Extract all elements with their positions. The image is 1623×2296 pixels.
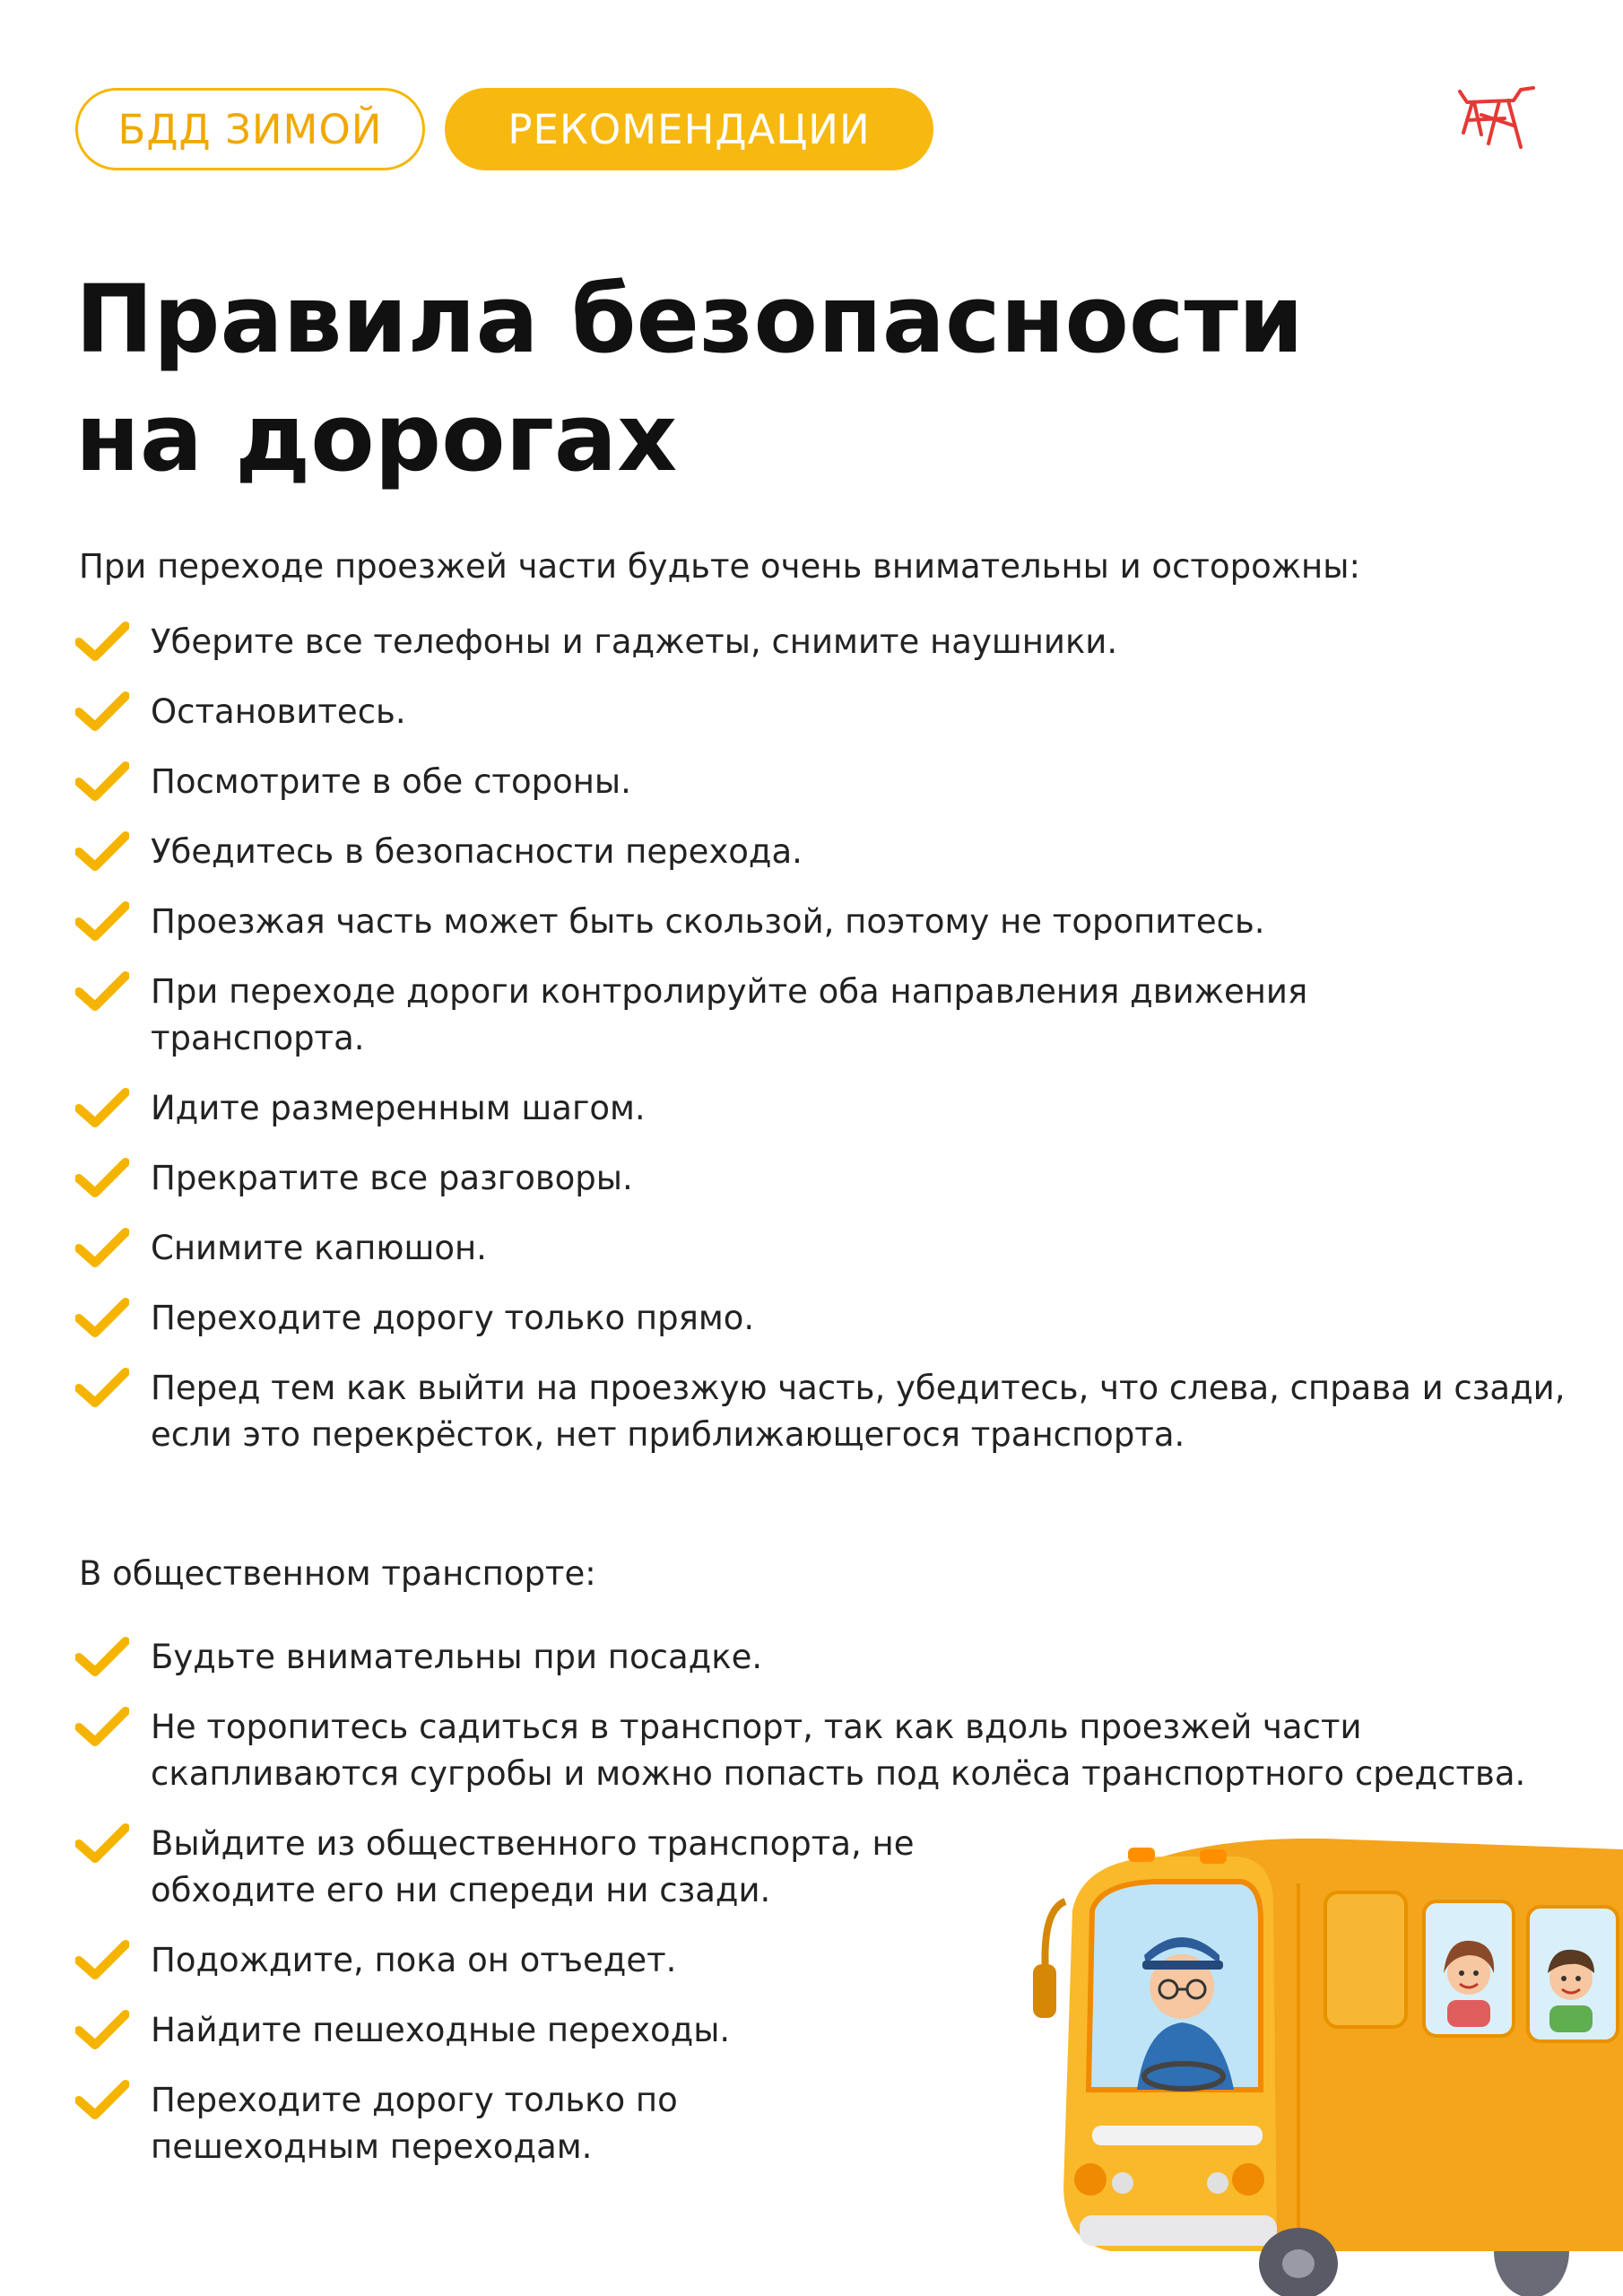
list-item-text: Подождите, пока он отъедет.	[151, 1941, 677, 1979]
checkmark-icon	[75, 1087, 129, 1130]
bus-headlight	[1207, 2172, 1228, 2194]
checkmark-icon	[75, 691, 129, 734]
bus-grill	[1092, 2126, 1263, 2145]
bus-headlight	[1074, 2163, 1107, 2196]
list-item-text: Уберите все телефоны и гаджеты, снимите наушники.	[151, 622, 1118, 661]
list-item-text: Перед тем как выйти на проезжую часть, убедитесь, что слева, справа и сзади, если это перекрёсток, нет приближающегося транспорта.	[151, 1369, 1566, 1454]
list-item	[75, 1295, 1582, 1342]
list-item	[75, 619, 1582, 665]
checkmark-icon	[75, 900, 129, 944]
checkmark-icon	[75, 1227, 129, 1270]
list-item-text: Посмотрите в обе стороны.	[151, 762, 631, 801]
page-title	[75, 260, 1304, 497]
tag-bdd-winter: БДД ЗИМОЙ	[75, 88, 425, 170]
checkmark-icon	[75, 761, 129, 804]
list-item	[75, 1365, 1582, 1458]
horse-logo-icon	[1454, 79, 1541, 165]
tag-row	[75, 88, 933, 170]
list-item	[75, 689, 1582, 735]
checkmark-icon	[75, 621, 129, 664]
list-item-text: Прекратите все разговоры.	[151, 1159, 633, 1197]
checkmark-icon	[75, 1367, 129, 1410]
title-line-1: Правила безопасности	[75, 265, 1304, 374]
bus-bumper	[1080, 2215, 1277, 2246]
bus-passenger-girl	[1444, 1941, 1494, 2027]
checkmark-icon	[75, 2079, 129, 2122]
list-item-text: Убедитесь в безопасности перехода.	[151, 832, 803, 871]
list-item	[75, 1085, 1582, 1132]
bus-headlight	[1232, 2163, 1264, 2196]
list-item-text: Не торопитесь садиться в транспорт, так как вдоль проезжей части скапливаются сугробы и можно попасть под колёса транспортного средства.	[151, 1708, 1526, 1793]
list-item-text: Переходите дорогу только прямо.	[151, 1299, 755, 1337]
tag-recommendations: РЕКОМЕНДАЦИИ	[445, 88, 933, 170]
bus-side-window	[1325, 1892, 1406, 2027]
crossing-intro: При переходе проезжей части будьте очень внимательны и осторожны:	[79, 547, 1360, 586]
list-item-text: При переходе дороги контролируйте оба направления движения транспорта.	[151, 972, 1308, 1057]
bus-passenger-boy	[1548, 1950, 1594, 2032]
bus-headlight	[1112, 2172, 1133, 2194]
checkmark-icon	[75, 1822, 129, 1866]
roof-light	[1128, 1848, 1155, 1862]
checkmark-icon	[75, 1939, 129, 1982]
list-item	[75, 1225, 1582, 1272]
list-item-text: Выйдите из общественного транспорта, не обходите его ни спереди ни сзади.	[151, 1824, 915, 1909]
bus-mirror	[1045, 1901, 1065, 1973]
checkmark-icon	[75, 1297, 129, 1340]
list-item	[75, 969, 1582, 1062]
list-item	[75, 1634, 1582, 1681]
list-item	[75, 1155, 1582, 1202]
list-item-text: Остановитесь.	[151, 692, 406, 731]
checkmark-icon	[75, 1706, 129, 1749]
title-line-2: на дорогах	[75, 383, 678, 492]
list-item-text: Будьте внимательны при посадке.	[151, 1638, 763, 1676]
transport-intro: В общественном транспорте:	[79, 1554, 596, 1593]
list-item-text: Снимите капюшон.	[151, 1229, 487, 1267]
list-item-text: Проезжая часть может быть скользой, поэтому не торопитесь.	[151, 902, 1265, 941]
roof-light	[1200, 1849, 1227, 1864]
list-item-text: Переходите дорогу только по пешеходным переходам.	[151, 2081, 678, 2166]
list-item-text: Идите размеренным шагом.	[151, 1089, 646, 1127]
bus-wheel-hub	[1282, 2249, 1315, 2278]
checkmark-icon	[75, 831, 129, 874]
list-item-text: Найдите пешеходные переходы.	[151, 2011, 731, 2049]
school-bus-illustration	[1029, 1830, 1623, 2296]
checkmark-icon	[75, 1157, 129, 1200]
list-item	[75, 899, 1582, 945]
crossing-rules-list	[75, 619, 1582, 1458]
bus-mirror-glass	[1033, 1964, 1056, 2018]
list-item	[75, 759, 1582, 805]
list-item	[75, 1704, 1582, 1797]
checkmark-icon	[75, 970, 129, 1013]
checkmark-icon	[75, 2009, 129, 2052]
checkmark-icon	[75, 1636, 129, 1679]
list-item	[75, 829, 1582, 875]
